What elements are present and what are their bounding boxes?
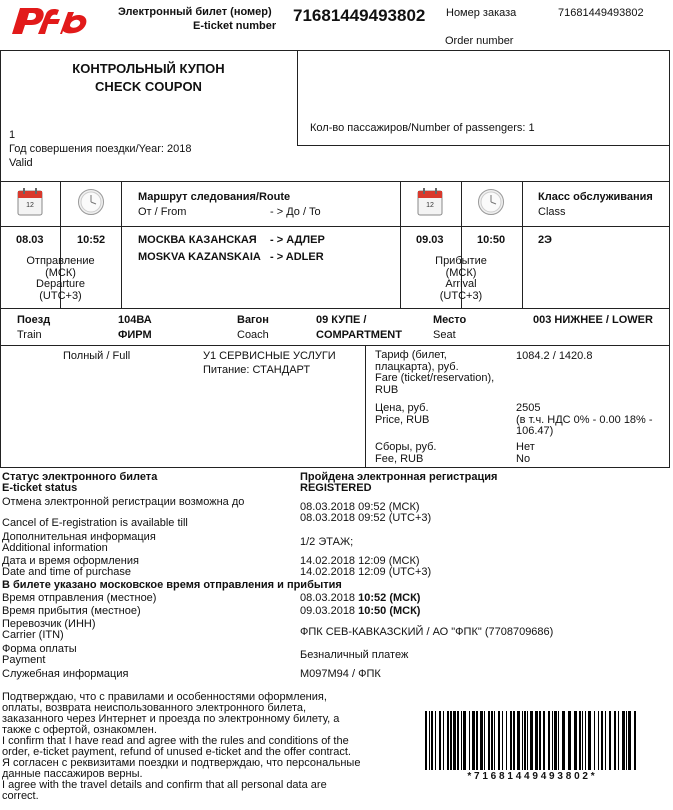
coach-label-ru: Вагон <box>237 314 269 326</box>
clock-icon <box>477 188 505 216</box>
route-label: Маршрут следования/Route <box>138 191 291 203</box>
departure-local-value <box>300 593 420 605</box>
price-value <box>516 403 653 438</box>
tariff-label-line: Тариф (билет, <box>375 349 447 361</box>
arrival-local-label: Время прибытия (местное) <box>2 605 141 617</box>
fee-value <box>516 442 535 465</box>
arrival-caption <box>400 256 522 302</box>
tariff-label <box>375 350 494 396</box>
train-label-en: Train <box>17 329 42 341</box>
barcode-bar <box>502 711 503 770</box>
agreement-line: данные пассажиров верны. <box>2 768 143 780</box>
fee-label-line: Сборы, руб. <box>375 441 437 453</box>
barcode-bar <box>472 711 475 770</box>
class-value: 2Э <box>538 234 552 246</box>
price-value-line: (в т.ч. НДС 0% - 0.00 18% - <box>516 413 653 426</box>
departure-caption-line: (UTC+3) <box>39 289 82 302</box>
agreement-text <box>2 692 360 802</box>
barcode-bar <box>439 711 441 770</box>
fare-services: У1 СЕРВИСНЫЕ УСЛУГИ <box>203 350 336 362</box>
payment-label-ru: Форма оплаты <box>2 643 77 655</box>
additional-label-ru: Дополнительная информация <box>2 531 156 543</box>
additional-value: 1/2 ЭТАЖ; <box>300 536 354 548</box>
coupon-valid: Valid <box>9 157 33 169</box>
cancel-value-1: 08.03.2018 09:52 (МСК) <box>300 501 420 513</box>
barcode-bar <box>453 711 456 770</box>
barcode <box>425 711 637 770</box>
barcode-bar <box>506 711 507 770</box>
price-value-line: 2505 <box>516 402 541 414</box>
arrival-caption-line: Arrival <box>445 278 477 290</box>
barcode-bar <box>634 711 636 770</box>
calendar-icon <box>17 188 43 216</box>
payment-value: Безналичный платеж <box>300 649 409 661</box>
barcode-bar <box>431 711 433 770</box>
payment-label-en: Payment <box>2 654 46 666</box>
barcode-bar <box>484 711 485 770</box>
barcode-bar <box>558 711 559 770</box>
barcode-bar <box>539 711 541 770</box>
class-label-en: Class <box>538 206 566 218</box>
departure-caption-line: (МСК) <box>45 266 76 279</box>
fee-label <box>375 442 436 465</box>
barcode-bar <box>530 711 533 770</box>
order-label-ru: Номер заказа <box>446 7 517 19</box>
barcode-bar <box>614 711 616 770</box>
seat-value: 003 НИЖНЕЕ / LOWER <box>533 314 653 326</box>
service-info-label: Служебная информация <box>2 668 129 680</box>
barcode-bar <box>494 711 495 770</box>
fare-food: Питание: СТАНДАРТ <box>203 364 311 376</box>
barcode-bar <box>469 711 470 770</box>
tariff-label-line: Fare (ticket/reservation), <box>375 372 495 384</box>
order-label-en: Order number <box>445 35 514 47</box>
fee-label-line: Fee, RUB <box>375 452 424 465</box>
barcode-bar <box>463 711 466 770</box>
calendar-day: 12 <box>426 202 434 209</box>
status-value-ru: Пройдена электронная регистрация <box>300 471 498 483</box>
passengers-count: Кол-во пассажиров/Number of passengers: 1 <box>310 122 535 134</box>
agreement-line: correct. <box>2 790 39 802</box>
to-station-ru: - > АДЛЕР <box>270 234 325 246</box>
class-label-ru: Класс обслуживания <box>538 191 653 203</box>
status-label-ru: Статус электронного билета <box>2 471 158 483</box>
barcode-bar <box>601 711 603 770</box>
barcode-number: * 7 1 6 8 1 4 4 9 4 9 3 8 0 2 * <box>467 771 595 782</box>
coupon-title-en: CHECK COUPON <box>95 79 202 94</box>
agreement-line: заказанного через Интернет и проезда по электронному билету, а <box>2 713 340 725</box>
barcode-bar <box>562 711 565 770</box>
barcode-bar <box>552 711 553 770</box>
service-info-value: М097М94 / ФПК <box>300 668 381 680</box>
barcode-bar <box>517 711 520 770</box>
departure-time: 10:52 <box>77 234 106 246</box>
train-label-ru: Поезд <box>17 314 51 326</box>
fare-type: Полный / Full <box>63 350 131 362</box>
cancel-value-2: 08.03.2018 09:52 (UTC+3) <box>300 512 432 524</box>
barcode-bar <box>543 711 545 770</box>
from-label: От / From <box>138 206 187 218</box>
barcode-bar <box>574 711 577 770</box>
price-value-line: 106.47) <box>516 425 554 437</box>
purchase-date-value-2: 14.02.2018 12:09 (UTC+3) <box>300 566 432 578</box>
calendar-day: 12 <box>26 202 34 209</box>
agreement-line: I agree with the travel details and confirm that all personal data are <box>2 779 327 791</box>
departure-local-time: 10:52 (МСК) <box>358 592 421 604</box>
agreement-line: оплаты, возврата неиспользованного электронного билета, <box>2 702 307 714</box>
barcode-bar <box>457 711 459 770</box>
barcode-bar <box>450 711 452 770</box>
barcode-bar <box>524 711 526 770</box>
tariff-value: 1084.2 / 1420.8 <box>516 350 593 362</box>
coupon-line1: 1 <box>9 129 16 141</box>
fee-value-line: No <box>516 452 531 465</box>
barcode-bar <box>618 711 619 770</box>
departure-local-date: 08.03.2018 <box>300 592 356 604</box>
barcode-bar <box>554 711 557 770</box>
barcode-bar <box>598 711 599 770</box>
barcode-bar <box>579 711 581 770</box>
agreement-line: Подтверждаю, что с правилами и особенностями оформления, <box>2 691 327 703</box>
barcode-bar <box>435 711 436 770</box>
barcode-bar <box>588 711 591 770</box>
moscow-time-note: В билете указано московское время отправления и прибытия <box>2 579 342 591</box>
barcode-bar <box>628 711 631 770</box>
cancel-label-en: Cancel of E-registration is available till <box>2 517 188 529</box>
barcode-bar <box>582 711 583 770</box>
ticket-label-en: E-ticket number <box>193 20 277 32</box>
price-label-line: Цена, руб. <box>375 402 429 414</box>
to-station-en: - > ADLER <box>270 251 324 263</box>
carrier-value: ФПК СЕВ-КАВКАЗСКИЙ / АО "ФПК" (7708709686) <box>300 626 554 638</box>
purchase-date-value-1: 14.02.2018 12:09 (МСК) <box>300 555 420 567</box>
from-station-en: MOSKVA KAZANSKAIA <box>138 251 261 263</box>
barcode-bar <box>609 711 611 770</box>
coach-label-en: Coach <box>237 329 269 341</box>
barcode-bar <box>488 711 490 770</box>
ticket-number: 71681449493802 <box>293 6 426 25</box>
purchase-date-label-en: Date and time of purchase <box>2 566 132 578</box>
price-label <box>375 403 429 426</box>
departure-local-label: Время отправления (местное) <box>2 592 157 604</box>
barcode-bar <box>476 711 478 770</box>
seat-label-ru: Место <box>433 314 467 326</box>
agreement-line: также с офертой, ознакомлен. <box>2 724 157 736</box>
arrival-local-date: 09.03.2018 <box>300 605 356 617</box>
barcode-bar <box>513 711 515 770</box>
barcode-bar <box>429 711 430 770</box>
status-value-en: REGISTERED <box>300 482 372 494</box>
order-number: 71681449493802 <box>558 7 644 19</box>
departure-caption-line: Отправление <box>26 255 95 267</box>
to-label: - > До / To <box>270 206 321 218</box>
barcode-bar <box>626 711 627 770</box>
from-station-ru: МОСКВА КАЗАНСКАЯ <box>138 234 257 246</box>
barcode-bar <box>522 711 523 770</box>
barcode-bar <box>491 711 493 770</box>
departure-caption <box>0 256 121 302</box>
barcode-bar <box>425 711 427 770</box>
carrier-label-en: Carrier (ITN) <box>2 629 64 641</box>
barcode-bar <box>443 711 444 770</box>
price-label-line: Price, RUB <box>375 413 430 426</box>
arrival-caption-line: (МСК) <box>445 266 477 279</box>
departure-caption-line: Departure <box>36 278 85 290</box>
barcode-bar <box>480 711 483 770</box>
agreement-line: order, e-ticket payment, refund of unused e-ticket and the offer contract. <box>2 746 351 758</box>
coach-value-2: COMPARTMENT <box>316 329 402 341</box>
barcode-bar <box>510 711 512 770</box>
departure-date: 08.03 <box>16 234 44 246</box>
cancel-label-ru: Отмена электронной регистрации возможна до <box>2 496 245 508</box>
carrier-label-ru: Перевозчик (ИНН) <box>2 618 96 630</box>
agreement-line: Я согласен с реквизитами поездки и подтверждаю, что персональные <box>2 757 361 769</box>
agreement-line: I confirm that I have read and agree with the rules and conditions of the <box>2 735 349 747</box>
coupon-year: Год совершения поездки/Year: 2018 <box>9 143 192 155</box>
barcode-bar <box>568 711 571 770</box>
barcode-bar <box>548 711 550 770</box>
barcode-bar <box>461 711 462 770</box>
rzd-logo <box>10 4 90 38</box>
barcode-bar <box>447 711 449 770</box>
status-label-en: E-ticket status <box>2 482 78 494</box>
purchase-date-label-ru: Дата и время оформления <box>2 555 139 567</box>
calendar-icon <box>417 188 443 216</box>
barcode-bar <box>622 711 625 770</box>
arrival-local-time: 10:50 (МСК) <box>358 605 421 617</box>
tariff-label-line: плацкарта), руб. <box>375 360 459 373</box>
tariff-label-line: RUB <box>375 383 399 396</box>
ticket-label-ru: Электронный билет (номер) <box>118 6 272 18</box>
clock-icon <box>77 188 105 216</box>
arrival-local-value <box>300 606 420 618</box>
arrival-date: 09.03 <box>416 234 444 246</box>
additional-label-en: Additional information <box>2 542 108 554</box>
coupon-title-ru: КОНТРОЛЬНЫЙ КУПОН <box>72 61 225 76</box>
train-value: 104ВА <box>118 314 152 326</box>
barcode-bar <box>594 711 595 770</box>
fee-value-line: Нет <box>516 441 535 453</box>
arrival-time: 10:50 <box>477 234 506 246</box>
seat-label-en: Seat <box>433 329 456 341</box>
coach-value: 09 КУПЕ / <box>316 314 367 326</box>
barcode-bar <box>498 711 500 770</box>
barcode-bar <box>605 711 606 770</box>
arrival-caption-line: (UTC+3) <box>439 289 483 302</box>
barcode-bar <box>535 711 538 770</box>
barcode-bar <box>585 711 586 770</box>
train-value-2: ФИРМ <box>118 329 152 341</box>
arrival-caption-line: Прибытие <box>435 255 487 267</box>
barcode-bar <box>527 711 528 770</box>
